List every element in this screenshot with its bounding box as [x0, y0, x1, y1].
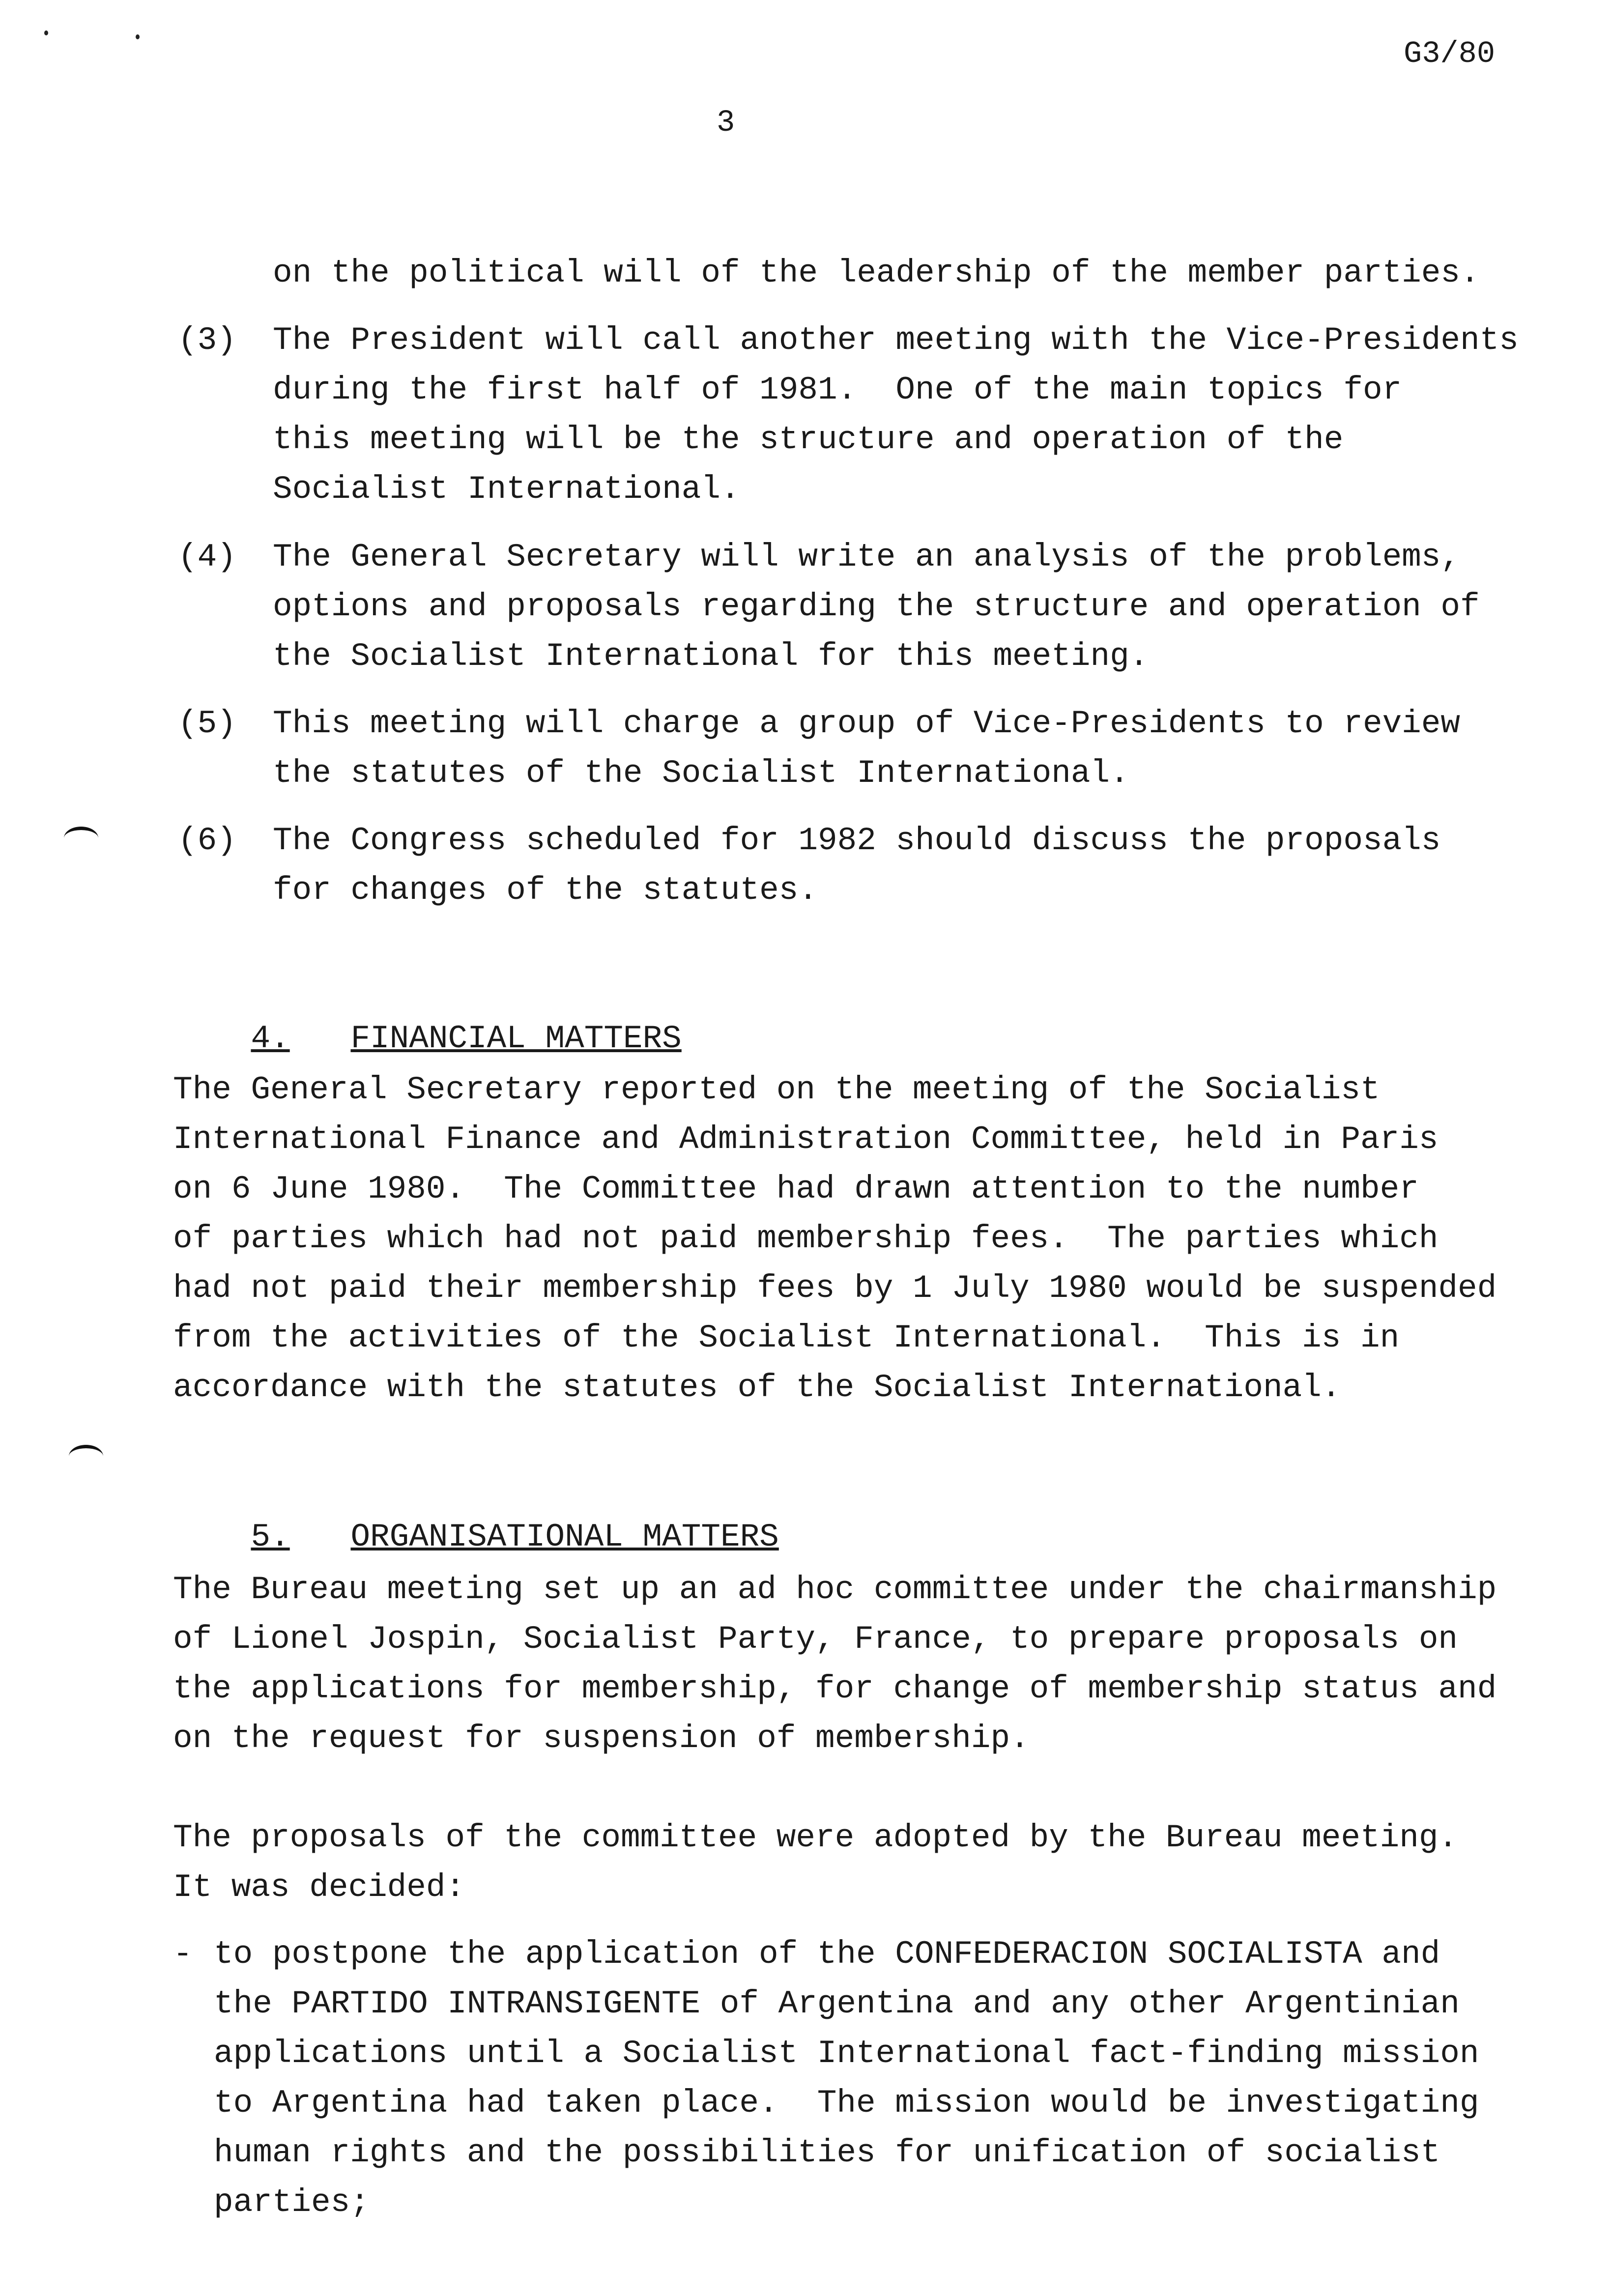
list-item-number: (5) — [178, 705, 236, 742]
list-item-line: Socialist International. — [273, 471, 740, 508]
bullet-line: to postpone the application of the CONFEDERACION SOCIALISTA and — [214, 1936, 1440, 1973]
list-item-line: during the first half of 1981. One of the main topics for — [273, 372, 1402, 408]
paragraph-line: It was decided: — [173, 1869, 465, 1906]
list-item-line: this meeting will be the structure and operation of the — [273, 421, 1344, 458]
section-title: ORGANISATIONAL MATTERS — [350, 1519, 779, 1555]
list-item-number: (4) — [178, 539, 236, 575]
section-number: 5. — [251, 1519, 290, 1555]
paragraph-line: of parties which had not paid membership fees. The parties which — [173, 1220, 1439, 1257]
list-item-number: (3) — [178, 322, 236, 359]
bullet-line: applications until a Socialist International fact-finding mission — [214, 2035, 1479, 2072]
list-item-line: options and proposals regarding the structure and operation of — [273, 588, 1480, 625]
paragraph-line: The proposals of the committee were adopted by the Bureau meeting. — [173, 1819, 1458, 1856]
scan-speck — [44, 30, 48, 35]
document-reference: G3/80 — [1404, 36, 1496, 71]
paragraph-line: had not paid their membership fees by 1 July 1980 would be suspended — [173, 1270, 1497, 1307]
paragraph-line: on the request for suspension of membership. — [173, 1720, 1030, 1757]
bullet-line: parties; — [214, 2184, 370, 2221]
list-item-line: the statutes of the Socialist International. — [273, 755, 1129, 792]
list-item-line: the Socialist International for this meeting. — [273, 638, 1149, 675]
paragraph-line: The General Secretary reported on the meeting of the Socialist — [173, 1071, 1380, 1108]
list-item-line: for changes of the statutes. — [273, 872, 818, 909]
list-item-line: The President will call another meeting with the Vice-Presidents — [273, 322, 1519, 359]
paragraph-line: on 6 June 1980. The Committee had drawn attention to the number — [173, 1171, 1419, 1207]
section-title: FINANCIAL MATTERS — [350, 1020, 682, 1057]
page-number: 3 — [717, 105, 735, 140]
list-item-line: The Congress scheduled for 1982 should discuss the proposals — [273, 822, 1441, 859]
bullet-dash: - — [173, 1936, 193, 1973]
list-item-number: (6) — [178, 822, 236, 859]
paragraph-line: from the activities of the Socialist International. This is in — [173, 1320, 1400, 1356]
paragraph-line: International Finance and Administration Committee, held in Paris — [173, 1121, 1439, 1158]
bullet-line: the PARTIDO INTRANSIGENTE of Argentina and any other Argentinian — [214, 1985, 1460, 2022]
section-number: 4. — [251, 1020, 290, 1057]
margin-bracket-mark — [69, 1445, 103, 1468]
bullet-line: to Argentina had taken place. The mission would be investigating — [214, 2085, 1479, 2122]
paragraph-line: the applications for membership, for change of membership status and — [173, 1670, 1497, 1707]
paragraph-line: accordance with the statutes of the Socialist International. — [173, 1369, 1341, 1406]
continuation-line: on the political will of the leadership of the member parties. — [273, 255, 1480, 291]
paragraph-line: of Lionel Jospin, Socialist Party, France, to prepare proposals on — [173, 1621, 1458, 1658]
scan-speck — [136, 34, 140, 39]
margin-bracket-mark — [64, 827, 98, 850]
paragraph-line: The Bureau meeting set up an ad hoc committee under the chairmanship — [173, 1571, 1497, 1608]
bullet-line: human rights and the possibilities for unification of socialist — [214, 2134, 1440, 2171]
list-item-line: This meeting will charge a group of Vice-Presidents to review — [273, 705, 1460, 742]
list-item-line: The General Secretary will write an analysis of the problems, — [273, 539, 1460, 575]
